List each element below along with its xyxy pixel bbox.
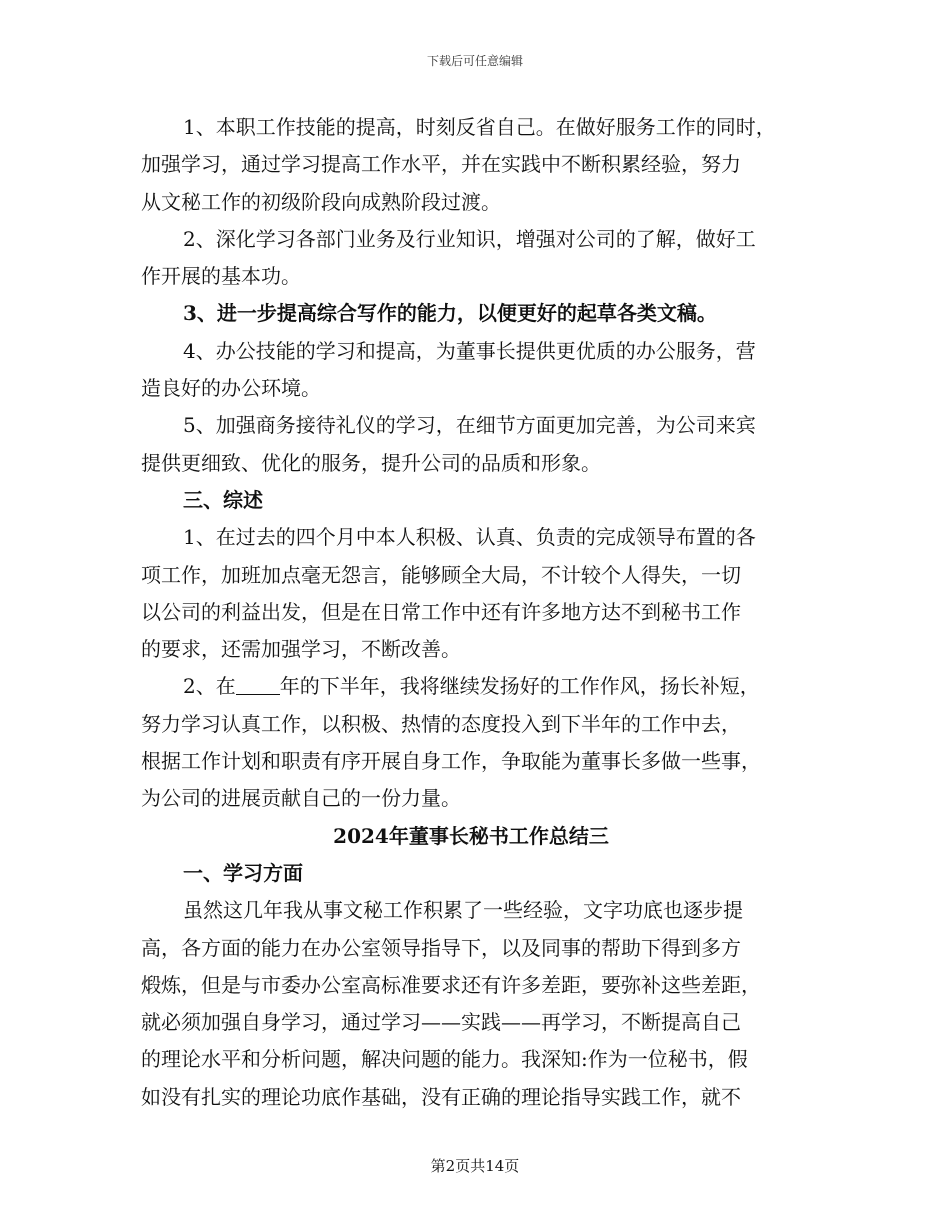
paragraph-line: 1、在过去的四个月中本人积极、认真、负责的完成领导布置的各 bbox=[183, 525, 756, 550]
paragraph-line: 为公司的进展贡献自己的一份力量。 bbox=[141, 786, 461, 811]
paragraph-line: 提供更细致、优化的服务，提升公司的品质和形象。 bbox=[141, 450, 601, 475]
document-body bbox=[141, 109, 801, 1116]
section-heading: 一、学习方面 bbox=[183, 860, 303, 885]
header-note: 下载后可任意编辑 bbox=[426, 54, 523, 68]
paragraph-line: 作开展的基本功。 bbox=[141, 264, 301, 289]
paragraph-line: 加强学习，通过学习提高工作水平，并在实践中不断积累经验，努力 bbox=[141, 152, 741, 177]
paragraph-line: 根据工作计划和职责有序开展自身工作，争取能为董事长多做一些事， bbox=[141, 749, 761, 774]
paragraph-line: 造良好的办公环境。 bbox=[141, 376, 321, 401]
paragraph-fragment: 年的下半年，我将继续发扬好的工作作风，扬长补短， bbox=[279, 674, 760, 699]
fill-in-blank bbox=[236, 676, 280, 695]
paragraph-line: 从文秘工作的初级阶段向成熟阶段过渡。 bbox=[141, 189, 501, 214]
paragraph-line: 的理论水平和分析问题，解决问题的能力。我深知:作为一位秘书，假 bbox=[141, 1047, 748, 1072]
paragraph-line: 如没有扎实的理论功底作基础，没有正确的理论指导实践工作，就不 bbox=[141, 1084, 741, 1109]
paragraph-line: 就必须加强自身学习，通过学习——实践——再学习，不断提高自己 bbox=[141, 1010, 741, 1035]
paragraph-line: 努力学习认真工作，以积极、热情的态度投入到下半年的工作中去， bbox=[141, 711, 741, 736]
paragraph-line: 5、加强商务接待礼仪的学习，在细节方面更加完善，为公司来宾 bbox=[183, 413, 756, 438]
paragraph-line: 煅炼，但是与市委办公室高标准要求还有许多差距，要弥补这些差距， bbox=[141, 972, 761, 997]
paragraph-line-with-blank bbox=[141, 668, 801, 705]
paragraph-line: 4、办公技能的学习和提高，为董事长提供更优质的办公服务，营 bbox=[183, 338, 756, 363]
paragraph-line: 2、深化学习各部门业务及行业知识，增强对公司的了解，做好工 bbox=[183, 226, 756, 251]
section-heading: 三、综述 bbox=[183, 487, 263, 512]
bold-paragraph-line: 3、进一步提高综合写作的能力，以便更好的起草各类文稿。 bbox=[183, 301, 717, 326]
paragraph-line: 高，各方面的能力在办公室领导指导下，以及同事的帮助下得到多方 bbox=[141, 935, 741, 960]
paragraph-line: 项工作，加班加点毫无怨言，能够顾全大局，不计较个人得失，一切 bbox=[141, 562, 741, 587]
paragraph-line: 以公司的利益出发，但是在日常工作中还有许多地方达不到秘书工作 bbox=[141, 599, 741, 624]
page-number: 第2页共14页 bbox=[430, 1157, 520, 1175]
paragraph-line: 1、本职工作技能的提高，时刻反省自己。在做好服务工作的同时， bbox=[183, 115, 776, 139]
document-title: 2024年董事长秘书工作总结三 bbox=[333, 823, 609, 848]
paragraph-fragment: 2、在 bbox=[183, 674, 236, 699]
paragraph-line: 虽然这几年我从事文秘工作积累了一些经验，文字功底也逐步提 bbox=[183, 898, 743, 923]
paragraph-line: 的要求，还需加强学习，不断改善。 bbox=[141, 637, 461, 662]
